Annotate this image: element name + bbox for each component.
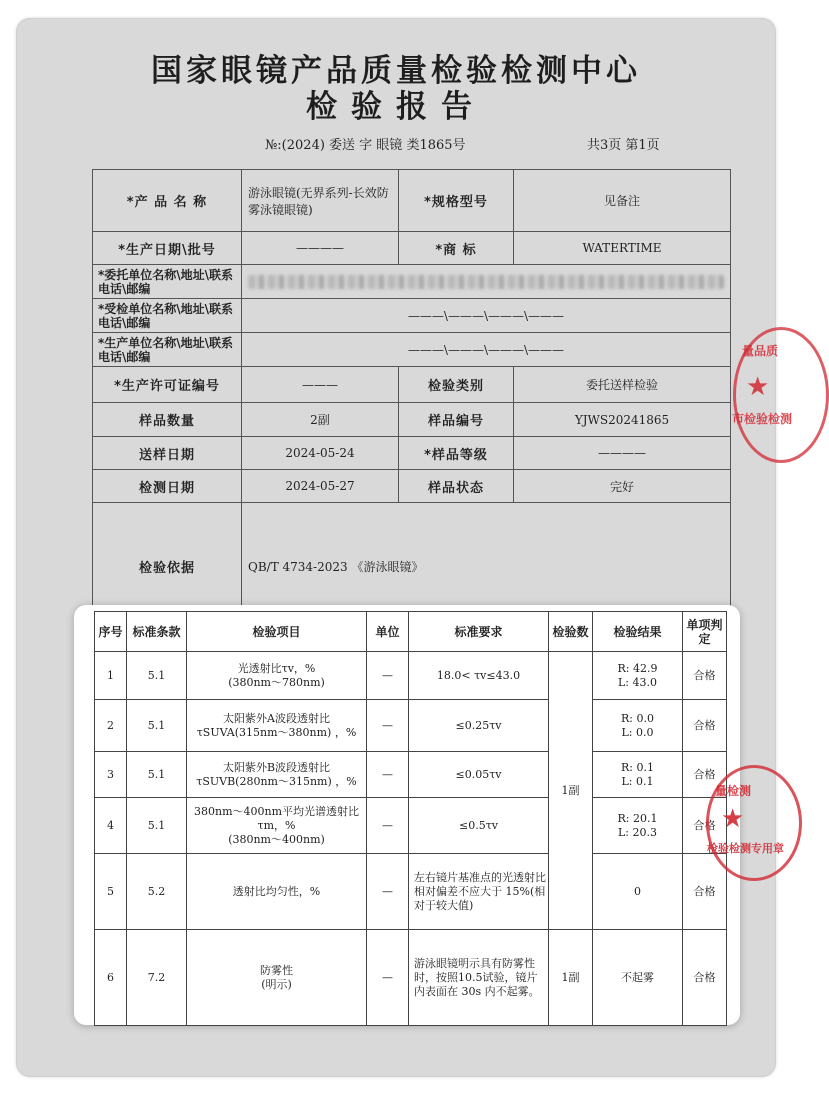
row-item: 透射比均匀性，%: [187, 854, 367, 930]
report-number: №:(2024) 委送 字 眼镜 类1865号: [265, 138, 466, 153]
stamp2-text-top: 量检测: [715, 784, 752, 798]
row-qty: 1副: [549, 930, 593, 1026]
header-unit: 单位: [367, 612, 409, 652]
sample-qty-label: 样品数量: [93, 403, 242, 437]
basis-value: QB/T 4734-2023 《游泳眼镜》: [242, 503, 731, 630]
inspected-value: ———\———\———\———: [242, 299, 731, 333]
row-std: 5.1: [127, 652, 187, 700]
entrust-value: [242, 265, 731, 299]
row-unit: —: [367, 854, 409, 930]
row-result: 不起雾: [593, 930, 683, 1026]
header-no: 序号: [95, 612, 127, 652]
row-result: [593, 752, 683, 798]
table-row: [95, 854, 727, 930]
inspected-label: *受检单位名称\地址\联系电话\邮编: [93, 299, 242, 333]
row-item-line1: 太阳紫外A波段透射比: [223, 711, 330, 725]
row-item-line2: (380nm～780nm): [228, 675, 325, 689]
stamp-text-bottom: 市检验检测: [732, 412, 793, 426]
row-result-r: R: 42.9: [617, 661, 658, 675]
row-item-line2: (明示): [261, 977, 292, 991]
row-verdict: 合格: [683, 752, 727, 798]
row-result-l: L: 20.3: [618, 825, 657, 839]
spec-label: *规格型号: [399, 170, 514, 232]
row-verdict: 合格: [683, 652, 727, 700]
sample-no-label: 样品编号: [399, 403, 514, 437]
star-icon: ★: [746, 372, 770, 402]
results-panel: [74, 605, 784, 1025]
page-count: 共3页 第1页: [587, 138, 660, 153]
trademark-value: WATERTIME: [514, 232, 731, 265]
product-name-label: *产 品 名 称: [93, 170, 242, 232]
license-value: ———: [242, 367, 399, 403]
row-result: [593, 798, 683, 854]
row-item: [187, 798, 367, 854]
row-verdict: 合格: [683, 854, 727, 930]
row-result-r: R: 0.0: [621, 711, 654, 725]
inspection-type-value: 委托送样检验: [514, 367, 731, 403]
header-std: 标准条款: [127, 612, 187, 652]
header-result: 检验结果: [593, 612, 683, 652]
row-no: 6: [95, 930, 127, 1026]
production-date-value: ————: [242, 232, 399, 265]
row-item-line1: 太阳紫外B波段透射比: [222, 760, 331, 774]
row-item: [187, 930, 367, 1026]
spec-value: 见备注: [514, 170, 731, 232]
row-unit: —: [367, 652, 409, 700]
row-unit: —: [367, 930, 409, 1026]
row-verdict: 合格: [683, 930, 727, 1026]
table-row: [95, 930, 727, 1026]
row-std: 7.2: [127, 930, 187, 1026]
row-item: [187, 700, 367, 752]
table-row: [95, 652, 727, 700]
row-req: 左右镜片基准点的光透射比相对偏差不应大于 15%(相对于较大值): [409, 854, 549, 930]
row-no: 4: [95, 798, 127, 854]
table-row: [95, 752, 727, 798]
row-result-l: L: 0.1: [621, 774, 654, 788]
basis-label: 检验依据: [93, 503, 242, 630]
row-item: [187, 752, 367, 798]
star-icon: ★: [721, 804, 745, 834]
table-row: [95, 798, 727, 854]
sample-state-value: 完好: [514, 470, 731, 503]
row-item-line1: 防雾性: [260, 963, 293, 977]
row-no: 1: [95, 652, 127, 700]
inspection-type-label: 检验类别: [399, 367, 514, 403]
row-std: 5.1: [127, 700, 187, 752]
stamp2-text-bottom: 检验检测专用章: [707, 842, 784, 855]
row-result: [593, 652, 683, 700]
row-result: 0: [593, 854, 683, 930]
license-label: *生产许可证编号: [93, 367, 242, 403]
row-item-line1: 380nm～400nm平均光谱透射比τm，%: [193, 804, 360, 832]
results-table: [94, 611, 727, 1026]
table-row: [95, 700, 727, 752]
row-unit: —: [367, 700, 409, 752]
sample-state-label: 样品状态: [399, 470, 514, 503]
row-item: [187, 652, 367, 700]
row-std: 5.1: [127, 752, 187, 798]
test-date-label: 检测日期: [93, 470, 242, 503]
sample-no-value: YJWS20241865: [514, 403, 731, 437]
delivery-date-value: 2024-05-24: [242, 437, 399, 470]
row-qty: 1副: [549, 652, 593, 930]
header-qty: 检验数: [549, 612, 593, 652]
info-table: [92, 169, 731, 630]
producer-value: ———\———\———\———: [242, 333, 731, 367]
row-std: 5.2: [127, 854, 187, 930]
row-no: 3: [95, 752, 127, 798]
sample-qty-value: 2副: [242, 403, 399, 437]
row-no: 5: [95, 854, 127, 930]
red-stamp-2: [706, 765, 802, 881]
report-subtitle: 检验报告: [306, 89, 486, 125]
row-result-l: L: 43.0: [618, 675, 657, 689]
row-req: ≤0.05τv: [409, 752, 549, 798]
row-verdict: 合格: [683, 798, 727, 854]
row-item-line2: τSUVA(315nm～380nm) ，%: [196, 725, 357, 739]
production-date-label: *生产日期\批号: [93, 232, 242, 265]
row-result: [593, 700, 683, 752]
producer-label: *生产单位名称\地址\联系电话\邮编: [93, 333, 242, 367]
header-verdict: 单项判定: [683, 612, 727, 652]
header-item: 检验项目: [187, 612, 367, 652]
row-verdict: 合格: [683, 700, 727, 752]
grade-label: *样品等级: [399, 437, 514, 470]
report-title: 国家眼镜产品质量检验检测中心: [151, 53, 641, 89]
row-result-r: R: 20.1: [617, 811, 658, 825]
product-name-value: 游泳眼镜(无界系列-长效防雾泳镜眼镜): [242, 170, 399, 232]
row-unit: —: [367, 752, 409, 798]
row-item-line1: 光透射比τv，%: [237, 661, 316, 675]
test-date-value: 2024-05-27: [242, 470, 399, 503]
row-req: 18.0< τv≤43.0: [409, 652, 549, 700]
redacted-block: [248, 275, 724, 289]
row-req: ≤0.25τv: [409, 700, 549, 752]
trademark-label: *商 标: [399, 232, 514, 265]
row-item-line2: τSUVB(280nm～315nm) ，%: [196, 774, 357, 788]
stamp-text-top: 量品质: [742, 344, 779, 358]
row-std: 5.1: [127, 798, 187, 854]
grade-value: ————: [514, 437, 731, 470]
row-no: 2: [95, 700, 127, 752]
delivery-date-label: 送样日期: [93, 437, 242, 470]
row-result-l: L: 0.0: [621, 725, 654, 739]
header-req: 标准要求: [409, 612, 549, 652]
entrust-label: *委托单位名称\地址\联系电话\邮编: [93, 265, 242, 299]
row-req: 游泳眼镜明示具有防雾性时，按照10.5试验，镜片内表面在 30s 内不起雾。: [409, 930, 549, 1026]
row-item-line2: (380nm～400nm): [228, 832, 325, 846]
red-stamp: [733, 327, 829, 463]
row-req: ≤0.5τv: [409, 798, 549, 854]
row-unit: —: [367, 798, 409, 854]
row-result-r: R: 0.1: [621, 760, 654, 774]
